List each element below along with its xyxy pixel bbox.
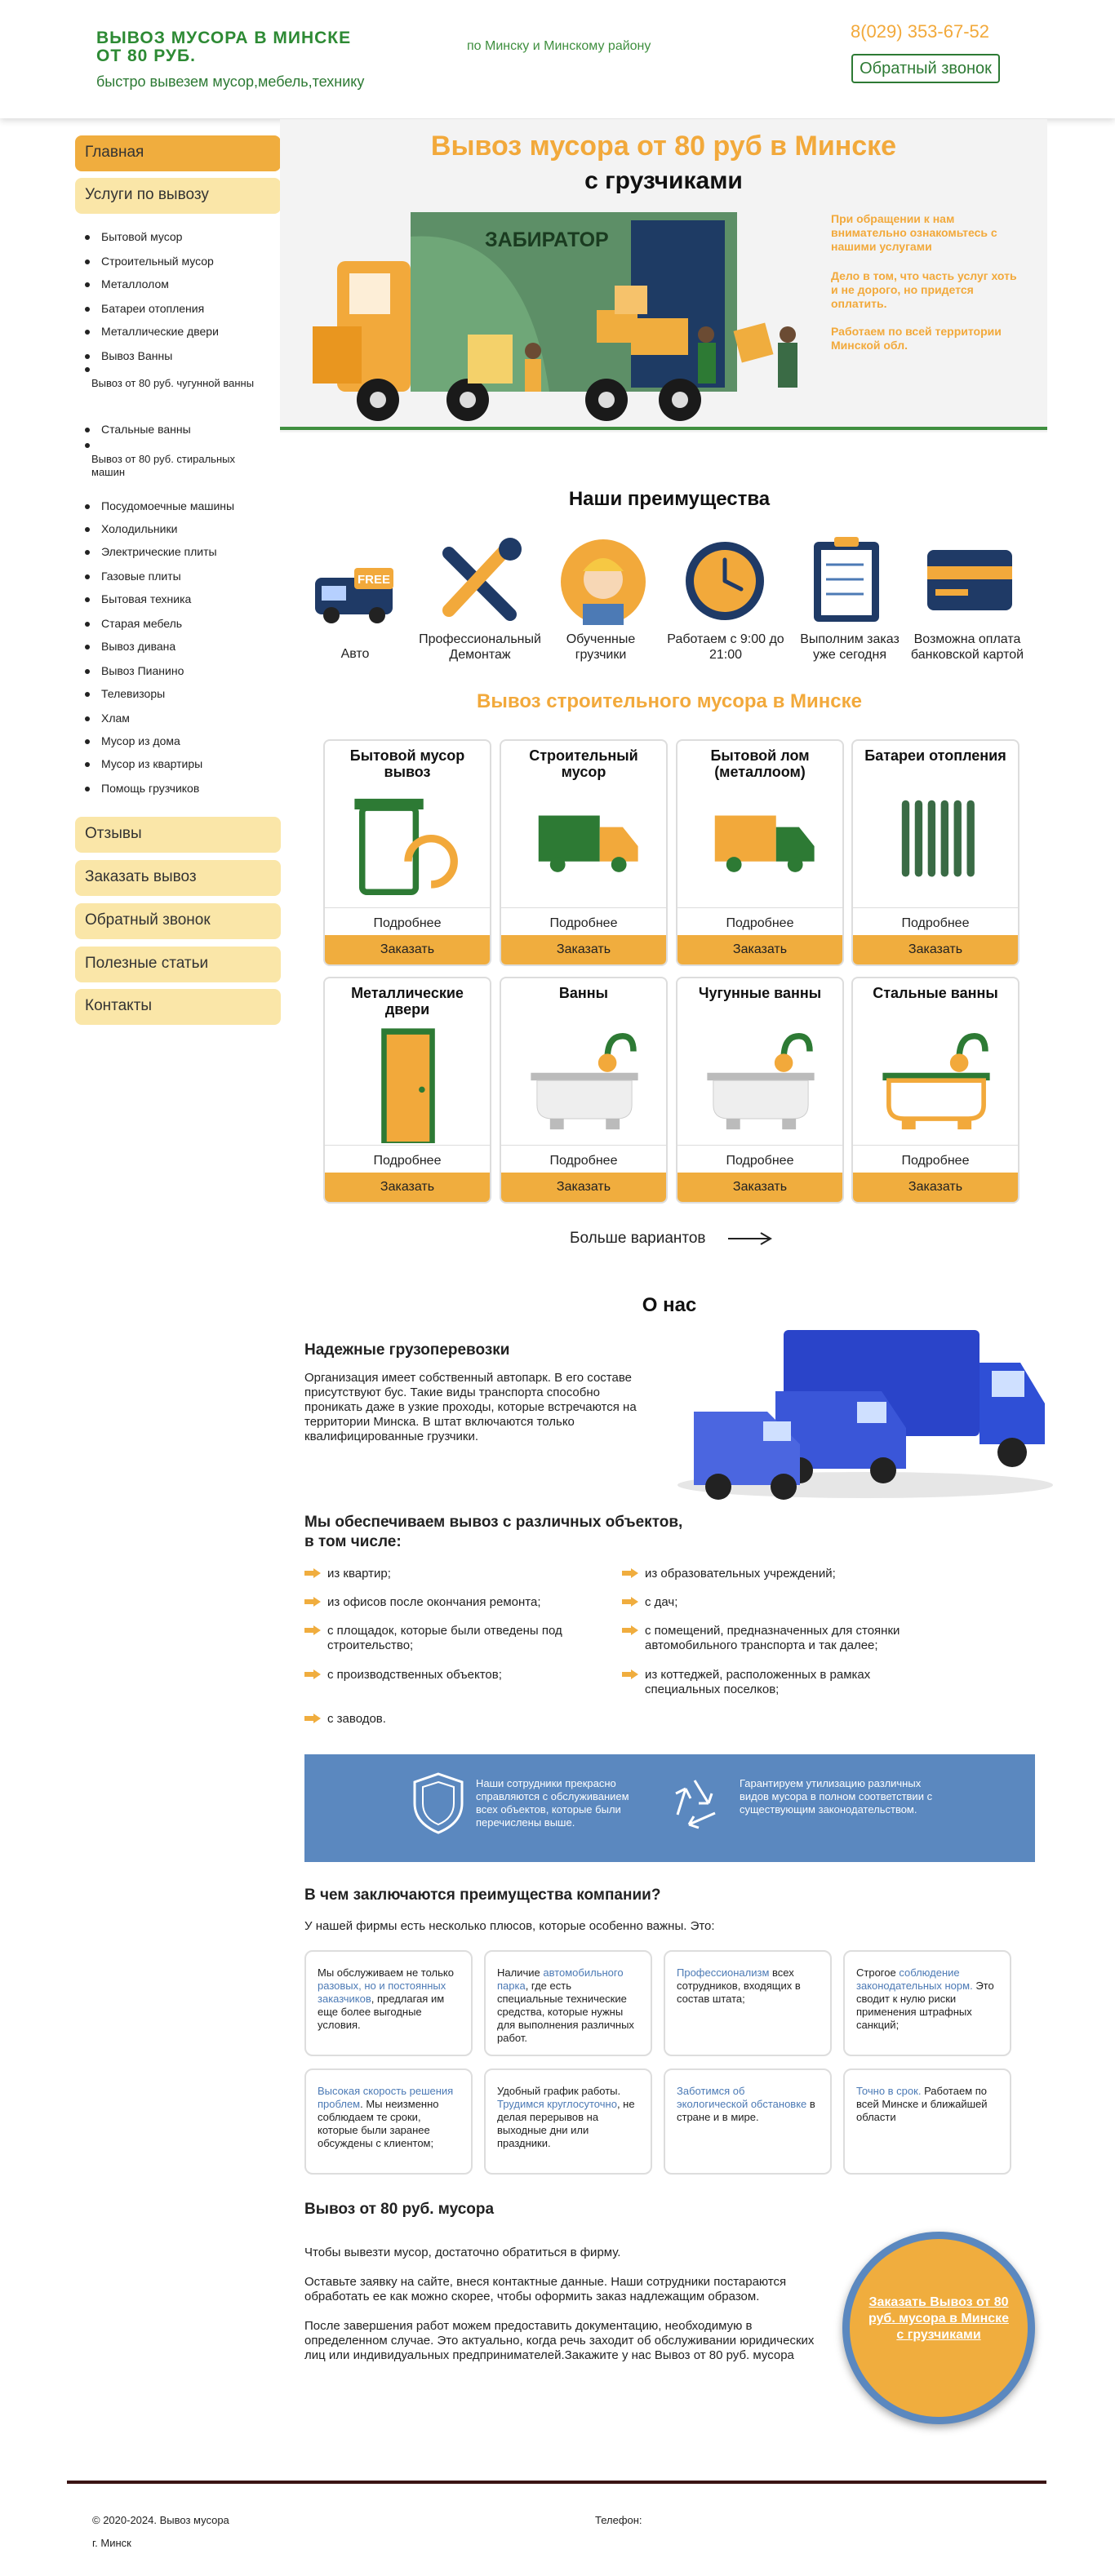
benefit-text: Это сводит к нулю риски применения штрафных санкций;: [856, 1980, 994, 2031]
benefit-highlight: Профессионализм: [677, 1966, 770, 1979]
order-p3: После завершения работ можем предоставить документацию, необходимую в определенном случае. Это актуально, когда речь заходит об обслуживании юридических лиц или индивидуальных предпринимателей.Закажите у нас Вывоз от 80 руб. мусора: [304, 2319, 815, 2362]
submenu-item[interactable]: [85, 277, 273, 290]
service-card[interactable]: [851, 977, 1019, 1204]
hero-title: Вывоз мусора от 80 руб в Минске: [430, 131, 897, 162]
benefit-text: Строгое: [856, 1966, 900, 1979]
submenu-item[interactable]: [85, 545, 273, 558]
benefit-card: [843, 2068, 1011, 2175]
order-button[interactable]: Заказать: [853, 1173, 1018, 1202]
more-link[interactable]: Подробнее: [853, 907, 1018, 938]
benefit-card: [843, 1950, 1011, 2056]
arrow-icon: [304, 1568, 321, 1578]
hero-subtitle: с грузчиками: [584, 167, 743, 194]
more-link[interactable]: Подробнее: [501, 907, 666, 938]
order-button[interactable]: Заказать: [325, 935, 490, 964]
band-right-text: Гарантируем утилизацию различных видов мусора в полном соответствии с существующим законодательством.: [740, 1777, 933, 1816]
logo-line-2: ОТ 80 РУБ.: [96, 47, 196, 65]
bullet-icon: [85, 330, 90, 335]
submenu-item-label: Газовые плиты: [101, 570, 181, 583]
submenu-item-label: Стальные ванны: [101, 423, 191, 436]
benefit-text: Мы обслуживаем не только: [318, 1966, 454, 1979]
nav-main[interactable]: Главная: [75, 135, 281, 171]
submenu-item[interactable]: [85, 423, 273, 436]
objects-title-line-1: Мы обеспечиваем вывоз с различных объектов,: [304, 1514, 683, 1531]
submenu-item-label: Холодильники: [101, 522, 178, 535]
nav-callback[interactable]: Обратный звонок: [75, 903, 281, 939]
submenu-item[interactable]: [85, 664, 273, 677]
region-text: по Минску и Минскому району: [467, 39, 651, 53]
recycle-icon: [666, 1776, 723, 1829]
service-card-title: Ванны: [558, 985, 609, 1001]
service-card[interactable]: [676, 977, 844, 1204]
object-item-text: с производственных объектов;: [327, 1668, 502, 1682]
service-card[interactable]: [851, 739, 1019, 966]
bullet-icon: [85, 259, 90, 264]
arrow-right-icon[interactable]: [726, 1230, 774, 1247]
free-van-icon: [313, 561, 397, 628]
shield-icon: [410, 1771, 467, 1836]
bullet-icon: [85, 716, 90, 721]
header-phone[interactable]: 8(029) 353-67-52: [851, 21, 990, 42]
bullet-icon: [85, 428, 90, 432]
submenu-item[interactable]: [85, 302, 273, 315]
bullet-icon: [85, 282, 90, 287]
about-title: О нас: [642, 1294, 697, 1316]
advantage-label: Авто: [340, 647, 370, 661]
submenu-item-label: Вывоз Ванны: [101, 349, 173, 362]
nav-order[interactable]: Заказать вывоз: [75, 860, 281, 896]
bathtub-icon: [519, 1021, 650, 1147]
submenu-item-label: Вывоз Пианино: [101, 664, 184, 677]
benefit-text: в стране и в мире.: [677, 2098, 815, 2123]
submenu-item[interactable]: [85, 687, 273, 700]
benefit-highlight: автомобильного парка: [497, 1966, 624, 1992]
benefit-text: Работаем по всей Минске и ближайшей области: [856, 2085, 988, 2123]
service-card-title: Бытовой мусор вывоз: [349, 747, 465, 780]
object-item: [622, 1567, 940, 1581]
bullet-icon: [85, 504, 90, 509]
submenu-item-label: Электрические плиты: [101, 545, 217, 558]
order-button[interactable]: Заказать: [325, 1173, 490, 1202]
more-link[interactable]: Подробнее: [501, 1145, 666, 1176]
arrow-icon: [304, 1714, 321, 1723]
bullet-icon: [85, 645, 90, 650]
service-card-title: Строительный мусор: [529, 747, 638, 780]
order-button[interactable]: Заказать: [501, 935, 666, 964]
benefits-title: В чем заключаются преимущества компании?: [304, 1887, 661, 1904]
service-card[interactable]: [323, 739, 491, 966]
submenu-item-label: Вывоз дивана: [101, 640, 176, 653]
bathtub-icon: [871, 1021, 1002, 1147]
logo-title[interactable]: [96, 29, 390, 65]
service-card[interactable]: [323, 977, 491, 1204]
submenu-item[interactable]: [85, 782, 273, 795]
band-left-text: Наши сотрудники прекрасно справляются с обслуживанием всех объектов, которые были перечислены выше.: [476, 1777, 629, 1829]
submenu-item[interactable]: [85, 712, 273, 725]
service-card-title: Стальные ванны: [873, 985, 998, 1001]
object-item: [304, 1595, 598, 1610]
submenu-item[interactable]: [85, 443, 256, 479]
nav-contacts[interactable]: Контакты: [75, 989, 281, 1025]
benefit-highlight: Заботимся об экологической обстановке: [677, 2085, 807, 2110]
submenu-item[interactable]: [85, 255, 273, 268]
bullet-icon: [85, 574, 90, 579]
submenu-item[interactable]: [85, 734, 273, 747]
bullet-icon: [85, 692, 90, 697]
orange-truck-icon: [695, 785, 826, 911]
submenu-item-label: Телевизоры: [101, 687, 166, 700]
submenu-item[interactable]: [85, 325, 273, 338]
advantage-label: Работаем с 9:00 до 21:00: [667, 632, 784, 662]
objects-title-line-2: в том числе:: [304, 1533, 402, 1550]
arrow-icon: [622, 1669, 638, 1679]
footer-copyright: © 2020-2024. Вывоз мусора: [92, 2514, 229, 2526]
submenu-item-label: Металлические двери: [101, 325, 219, 338]
arrow-icon: [304, 1669, 321, 1679]
more-link[interactable]: Подробнее: [325, 1145, 490, 1176]
order-button[interactable]: Заказать: [677, 1173, 842, 1202]
service-card-title: Металлические двери: [351, 985, 464, 1018]
object-item: [622, 1668, 940, 1697]
more-variants-link[interactable]: Больше вариантов: [570, 1230, 706, 1247]
benefit-text: Наличие: [497, 1966, 544, 1979]
bullet-icon: [85, 622, 90, 627]
bullet-icon: [85, 762, 90, 767]
arrow-icon: [304, 1597, 321, 1607]
advantage-label: Выполним заказ уже сегодня: [800, 632, 900, 662]
nav-reviews[interactable]: Отзывы: [75, 817, 281, 853]
footer-phone-label: Телефон:: [595, 2514, 642, 2526]
object-item: [304, 1712, 598, 1727]
submenu-item[interactable]: [85, 640, 273, 653]
benefit-text: , где есть специальные технические средства, которые нужны для выполнения различных работ.: [497, 1980, 634, 2044]
arrow-icon: [622, 1597, 638, 1607]
benefit-highlight: соблюдение законодательных норм.: [856, 1966, 973, 1992]
order-section-title: Вывоз от 80 руб. мусора: [304, 2201, 495, 2218]
submenu-item-label: Металлолом: [101, 277, 169, 290]
order-button[interactable]: Заказать: [677, 935, 842, 964]
benefit-text: , не делая перерывов на выходные дни или праздники.: [497, 2098, 635, 2149]
advantage-label: Обученные грузчики: [566, 632, 636, 662]
submenu-item-label: Вывоз от 80 руб. чугунной ванны: [91, 377, 255, 389]
advantage-label: Профессиональный Демонтаж: [419, 632, 541, 662]
nav-articles[interactable]: Полезные статьи: [75, 947, 281, 982]
worker-icon: [558, 537, 648, 627]
benefits-intro: У нашей фирмы есть несколько плюсов, которые особенно важны. Это:: [304, 1919, 715, 1933]
advantages-title: Наши преимущества: [568, 488, 771, 510]
bullet-icon: [85, 739, 90, 744]
submenu-item-label: Строительный мусор: [101, 255, 214, 268]
more-link[interactable]: Подробнее: [325, 907, 490, 938]
footer-city: г. Минск: [92, 2537, 131, 2549]
bullet-icon: [85, 597, 90, 602]
benefit-highlight: Трудимся круглосуточно: [497, 2098, 617, 2110]
bullet-icon: [85, 787, 90, 791]
callback-button[interactable]: Обратный звонок: [851, 54, 1000, 83]
trash-recycle-icon: [343, 785, 473, 911]
arrow-icon: [622, 1568, 638, 1578]
submenu-item-label: Старая мебель: [101, 617, 183, 630]
submenu-item[interactable]: [85, 349, 273, 362]
service-card-title: Чугунные ванны: [698, 985, 822, 1001]
object-item-text: из офисов после окончания ремонта;: [327, 1595, 541, 1609]
submenu-item-label: Бытовой мусор: [101, 230, 183, 243]
submenu-item[interactable]: [85, 499, 273, 512]
bullet-icon: [85, 550, 90, 555]
logo-line-1: ВЫВОЗ МУСОРА В МИНСКЕ: [96, 29, 352, 47]
checklist-icon: [810, 535, 883, 625]
more-link[interactable]: Подробнее: [677, 907, 842, 938]
object-item-text: с помещений, предназначенных для стоянки автомобильного транспорта и так далее;: [645, 1624, 900, 1652]
submenu-item[interactable]: [85, 230, 273, 243]
hero-note: При обращении к нам внимательно ознакомьтесь с нашими услугами: [831, 212, 997, 253]
hero-note: Работаем по всей территории Минской обл.: [831, 325, 1002, 352]
bullet-icon: [85, 235, 90, 240]
bullet-icon: [85, 527, 90, 532]
service-card[interactable]: [500, 977, 668, 1204]
submenu-item[interactable]: [85, 617, 273, 630]
bank-card-icon: [926, 548, 1015, 614]
nav-services[interactable]: Услуги по вывозу: [75, 178, 281, 214]
bullet-icon: [85, 443, 90, 448]
order-p2: Оставьте заявку на сайте, внеся контактные данные. Наши сотрудники постараются обработать ее как можно скорее, чтобы оформить заказ надлежащим образом.: [304, 2275, 787, 2303]
object-item-text: с площадок, которые были отведены под строительство;: [327, 1624, 562, 1652]
arrow-icon: [304, 1625, 321, 1635]
benefit-card: [484, 2068, 652, 2175]
object-item: [622, 1595, 940, 1610]
submenu-item-label: Вывоз от 80 руб. стиральных машин: [91, 453, 235, 478]
bullet-icon: [85, 669, 90, 674]
submenu-item[interactable]: [85, 570, 273, 583]
benefit-text: всех сотрудников, входящих в состав штата;: [677, 1966, 801, 2005]
service-card[interactable]: [500, 739, 668, 966]
tagline: быстро вывезем мусор,мебель,технику: [96, 73, 365, 90]
vans-image: [669, 1322, 1053, 1501]
submenu-item-label: Хлам: [101, 712, 130, 725]
benefit-card: [484, 1950, 652, 2056]
object-item: [304, 1624, 598, 1653]
service-card[interactable]: [676, 739, 844, 966]
benefit-highlight: Точно в срок.: [856, 2085, 922, 2097]
submenu-item[interactable]: [85, 367, 256, 390]
submenu-item-label: Помощь грузчиков: [101, 782, 200, 795]
benefit-card: [304, 2068, 473, 2175]
more-link[interactable]: Подробнее: [853, 1145, 1018, 1176]
submenu-item-label: Батареи отопления: [101, 302, 205, 315]
benefit-highlight: Высокая скорость решения проблем: [318, 2085, 454, 2110]
bathtub-icon: [695, 1021, 826, 1147]
arrow-icon: [622, 1625, 638, 1635]
advantage-label: Возможна оплата банковской картой: [910, 632, 1024, 662]
tools-icon: [433, 537, 522, 627]
submenu-item-label: Посудомоечные машины: [101, 499, 235, 512]
submenu-item-label: Мусор из дома: [101, 734, 180, 747]
bullet-icon: [85, 367, 90, 372]
object-item-text: из образовательных учреждений;: [645, 1567, 836, 1581]
order-p1: Чтобы вывезти мусор, достаточно обратиться в фирму.: [304, 2246, 621, 2259]
benefit-text: . Мы неизменно соблюдаем те сроки, которые были заранее обсуждены с клиентом;: [318, 2098, 439, 2149]
object-item-text: с заводов.: [327, 1712, 386, 1726]
order-circle-text[interactable]: Заказать Вывоз от 80 руб. мусора в Минске с грузчиками: [868, 2295, 1010, 2342]
object-item: [622, 1624, 940, 1653]
footer-divider: [67, 2481, 1046, 2484]
green-truck-icon: [519, 785, 650, 911]
submenu-item[interactable]: [85, 522, 273, 535]
submenu-item-label: Бытовая техника: [101, 592, 192, 605]
construction-title: Вывоз строительного мусора в Минске: [477, 690, 862, 712]
more-link[interactable]: Подробнее: [677, 1145, 842, 1176]
truck-brand: ЗАБИРАТОР: [485, 228, 609, 251]
submenu-item[interactable]: [85, 757, 273, 770]
benefit-text: Удобный график работы.: [497, 2085, 621, 2097]
free-label: FREE: [357, 573, 391, 587]
service-card-title: Батареи отопления: [864, 747, 1006, 764]
object-item: [304, 1567, 598, 1581]
object-item-text: из квартир;: [327, 1567, 391, 1581]
benefit-highlight: разовых, но и постоянных заказчиков: [318, 1980, 446, 2005]
object-item-text: из коттеджей, расположенных в рамках специальных поселков;: [645, 1668, 871, 1696]
order-button[interactable]: Заказать: [853, 935, 1018, 964]
bullet-icon: [85, 354, 90, 359]
benefit-card: [664, 1950, 832, 2056]
benefit-text: , предлагая им еще более выгодные условия.: [318, 1993, 445, 2031]
objects-title: [304, 1513, 682, 1552]
service-card-title: Бытовой лом (металлоом): [710, 747, 810, 780]
submenu-item-label: Мусор из квартиры: [101, 757, 203, 770]
bullet-icon: [85, 307, 90, 312]
benefit-card: [304, 1950, 473, 2056]
clock-icon: [682, 539, 767, 623]
door-icon: [343, 1021, 473, 1147]
radiator-icon: [871, 785, 1002, 911]
object-item-text: с дач;: [645, 1595, 678, 1609]
benefit-card: [664, 2068, 832, 2175]
submenu-item[interactable]: [85, 592, 273, 605]
about-subtitle: Надежные грузоперевозки: [304, 1341, 510, 1359]
order-button[interactable]: Заказать: [501, 1173, 666, 1202]
about-text: Организация имеет собственный автопарк. В его составе присутствуют бус. Такие виды транспорта способно проникать даже в узкие проходы, которые встречаются на территории Минска. В штат включаются только квалифицированные грузчики.: [304, 1371, 637, 1443]
object-item: [304, 1668, 598, 1683]
hero-note: Дело в том, что часть услуг хоть и не дорого, но придется оплатить.: [831, 269, 1017, 310]
